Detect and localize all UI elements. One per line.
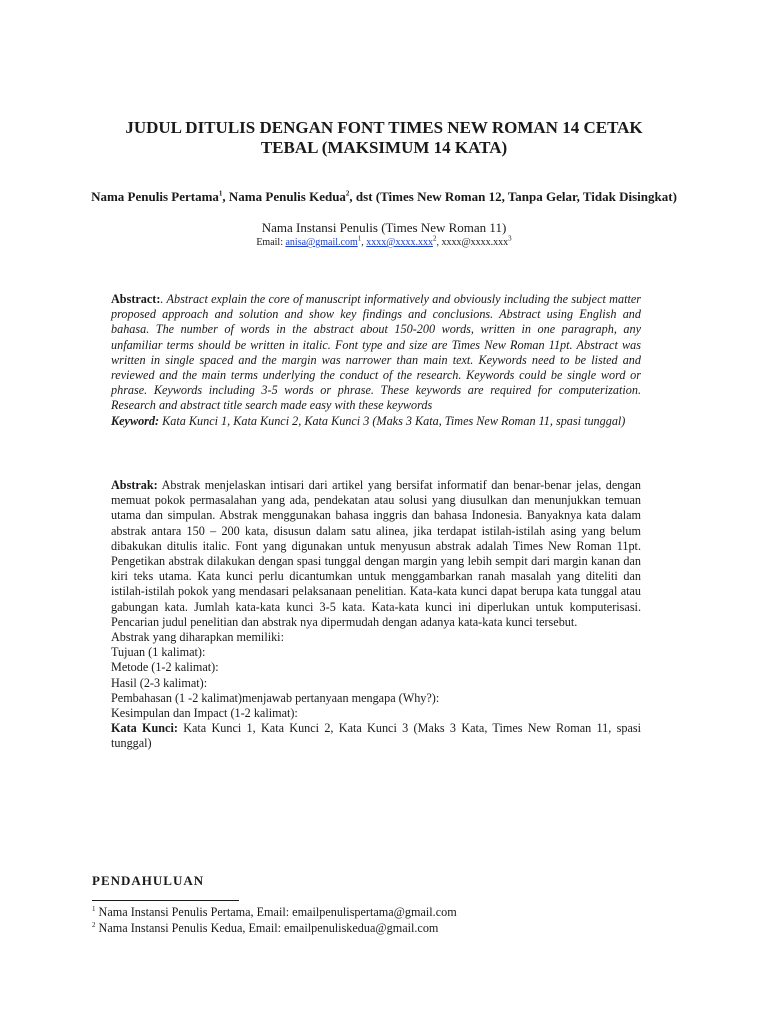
author-list — [80, 188, 688, 206]
footnote-mark: 1 — [92, 904, 96, 913]
author-2-affiliation-mark: 2 — [345, 189, 350, 198]
abstract-indonesian-label: Abstrak: — [111, 478, 158, 492]
paper-title — [100, 118, 668, 158]
email-2-mark: 2 — [432, 234, 437, 243]
abstract-list-item: Hasil (2-3 kalimat): — [111, 675, 208, 690]
abstract-list-item: Kesimpulan dan Impact (1-2 kalimat): — [111, 706, 298, 721]
abstract-list-item: Pembahasan (1 -2 kalimat)menjawab pertanyaan mengapa (Why?): — [111, 690, 440, 705]
email-3-mark: 3 — [508, 234, 512, 243]
email-separator-1: , — [361, 237, 367, 248]
email-3: xxxx@xxxx.xxx — [441, 237, 509, 248]
footnote-text: Nama Instansi Penulis Pertama, Email: emailpenulispertama@gmail.com — [95, 905, 457, 919]
keyword-indonesian-text: Kata Kunci 1, Kata Kunci 2, Kata Kunci 3 (Maks 3 Kata, Times New Roman 11, spasi tunggal) — [111, 721, 641, 751]
author-separator: , — [222, 189, 229, 204]
keyword-english — [111, 414, 641, 429]
footnotes — [92, 905, 672, 936]
abstract-indonesian-text: Abstrak menjelaskan intisari dari artikel yang bersifat informatif dan benar-benar jelas, dengan memuat pokok permasalahan yang ada, pendekatan atau solusi yang diusulkan dan menunjukkan temuan utama dan simpulan. Abstrak menggunakan bahasa inggris dan bahasa Indonesia. Banyaknya kata dalam abstrak antara 150 – 200 kata, disusun dalam satu alinea, jika terdapat istilah-istilah asing yang belum dibakukan ditulis italic. Font yang digunakan untuk menyusun abstrak adalah Times New Roman 11pt. Pengetikan abstrak dilakukan dengan spasi tunggal dengan margin yang lebih sempit dari margin kanan dan kiri teks utama. Kata kunci perlu dicantumkan untuk menggambarkan ranah masalah yang diteliti dan istilah-istilah pokok yang mendasari pelaksanaan penelitian. Kata-kata kunci dapat berupa kata tunggal atau gabungan kata. Jumlah kata-kata kunci 3-5 kata. Kata-kata kunci ini diperlukan untuk komputerisasi. Pencarian judul penelitian dan abstrak nya dipermudah dengan adanya kata-kata kunci tersebut. — [111, 478, 641, 629]
institution-line: Nama Instansi Penulis (Times New Roman 11) — [261, 220, 507, 235]
abstract-indonesian — [111, 478, 641, 752]
abstract-indonesian-paragraph — [111, 478, 641, 630]
footnote-2 — [92, 921, 672, 937]
abstract-english-label: Abstract: — [111, 292, 161, 306]
abstract-english-text: . Abstract explain the core of manuscript informatively and obviously including the subject matter proposed approach and solution and show key findings and conclusions. Abstract using English and bahasa. The number of words in the abstract about 150-200 words, written in one paragraph, any unfamiliar terms should be written in italic. Font type and size are Times New Roman 11pt. Abstract was written in single spaced and the margin was narrower than main text. Keywords need to be listed and reviewed and the main terms underlying the conduct of the research. Keywords could be single word or phrase. Keywords including 3-5 words or phrase. These keywords are required for computerization. Research and abstract title search made easy with these keywords — [111, 292, 641, 413]
section-heading: PENDAHULUAN — [92, 873, 205, 888]
footnote-mark: 2 — [92, 920, 96, 929]
author-2: Nama Penulis Kedua — [228, 189, 346, 204]
author-1-affiliation-mark: 1 — [218, 189, 223, 198]
footnote-1 — [92, 905, 672, 921]
keyword-indonesian — [111, 721, 641, 751]
abstract-list-item: Tujuan (1 kalimat): — [111, 645, 206, 660]
abstract-english-paragraph — [111, 292, 641, 414]
email-line — [80, 236, 688, 250]
author-list-rest: , dst (Times New Roman 12, Tanpa Gelar, Tidak Disingkat) — [349, 189, 677, 204]
email-separator-2: , — [436, 237, 442, 248]
email-link-1[interactable]: anisa@gmail.com — [285, 237, 358, 248]
title-line-2: TEBAL (MAKSIMUM 14 KATA) — [260, 138, 508, 157]
keyword-english-text: Kata Kunci 1, Kata Kunci 2, Kata Kunci 3 (Maks 3 Kata, Times New Roman 11, spasi tunggal) — [159, 413, 626, 428]
abstract-list-item: Abstrak yang diharapkan memiliki: — [111, 630, 284, 645]
title-line-1: JUDUL DITULIS DENGAN FONT TIMES NEW ROMAN 14 CETAK — [125, 118, 643, 137]
email-1-mark: 1 — [357, 234, 362, 243]
abstract-english — [111, 292, 641, 429]
keyword-english-label: Keyword: — [111, 413, 160, 428]
email-label: Email: — [256, 237, 286, 248]
email-link-2[interactable]: xxxx@xxxx.xxx — [366, 237, 433, 248]
author-1: Nama Penulis Pertama — [91, 189, 219, 204]
abstract-list-item: Metode (1-2 kalimat): — [111, 660, 219, 675]
footnote-text: Nama Instansi Penulis Kedua, Email: emailpenuliskedua@gmail.com — [95, 920, 439, 935]
keyword-indonesian-label: Kata Kunci: — [111, 721, 178, 736]
footnote-separator — [92, 900, 239, 901]
